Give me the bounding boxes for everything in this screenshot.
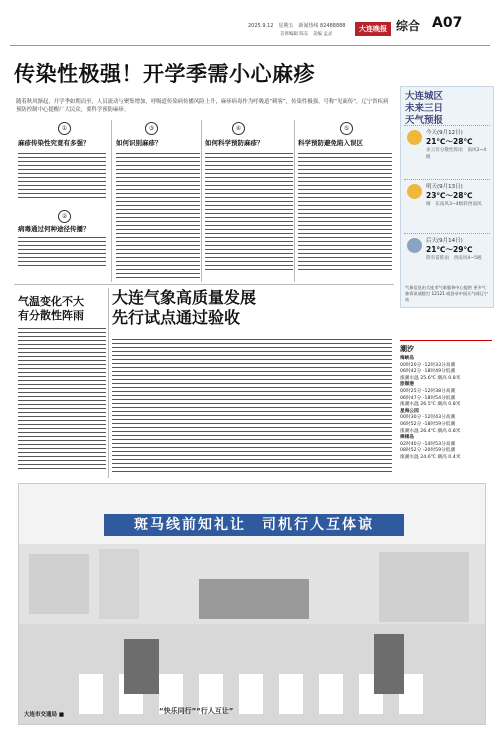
section-number-1: ①: [58, 122, 71, 135]
section-title-2: 病毒通过何种途径传播？: [18, 225, 90, 233]
tide-line: 旅顺港: [400, 382, 415, 388]
tide-line: 涨潮水温 26.5℃ 潮高 0.8米: [400, 402, 461, 408]
tide-line: 棒棰岛: [400, 435, 415, 441]
page-number: A07: [432, 15, 463, 31]
weather-cond: 晴 东南风3~4级转西南风: [426, 202, 482, 207]
date-line: 2025.9.12 星期五 新闻热线 82488888: [248, 23, 346, 29]
tide-line: 00时30分 -12时43分高潮: [400, 415, 456, 421]
tide-line: 06时42分 -18时49分低潮: [400, 369, 456, 375]
section-divider: [14, 284, 394, 285]
weather-temp: 21℃～29℃: [426, 245, 473, 254]
tide-line: 涨潮水温 24.6℃ 潮高 0.4米: [400, 454, 461, 460]
lede-paragraph: 随着秋风渐起，开学季如期而至，人员流动与聚集增加，呼吸道传染病传播风险上升，麻疹病毒作为呼吸道“刺客”，传染性极强，号称“见面传”，辽宁省疾病预防控制中心提醒广大民众，要科学预防麻疹。: [16, 99, 389, 113]
section-number-4: ④: [232, 122, 245, 135]
section-title-5: 科学预防避免陷入误区: [298, 139, 363, 147]
weather-title: 大连城区 未来三日 天气预报: [405, 91, 444, 126]
tide-line: 02时40分 -14时53分高潮: [400, 441, 456, 447]
tide-line: 梅峡岛: [400, 356, 415, 361]
weather-day: [404, 233, 490, 289]
header-rule: [10, 45, 490, 46]
body-text-block: [18, 150, 106, 210]
tide-rule: [400, 340, 492, 341]
weather-temp: 21℃～28℃: [426, 137, 473, 146]
weather-day: [404, 125, 490, 181]
weather-cond: 阴有雷阵雨 西南风4~5级: [426, 256, 482, 261]
meteorology-headline: 大连气象高质量发展 先行试点通过验收: [112, 288, 257, 327]
column-divider: [111, 120, 112, 282]
body-text-block: [18, 325, 106, 475]
column-divider: [201, 120, 202, 282]
tide-line: 08时52分 -20时59分低潮: [400, 448, 456, 454]
tide-line: 涨潮水温 25.6℃ 潮高 0.8米: [400, 375, 461, 381]
weather-date: 今天(9月12日): [426, 130, 463, 136]
weather-temp: 23℃～28℃: [426, 191, 473, 200]
tide-line: 06时52分 -18时59分低潮: [400, 421, 456, 427]
editor-line: 首席编辑 陈东 美编 孟灵: [280, 32, 333, 37]
brand-logo: 大连晚报: [355, 22, 391, 36]
body-text-block: [116, 150, 200, 280]
body-text-block: [205, 150, 293, 280]
section-number-3: ③: [145, 122, 158, 135]
section-title-1: 麻疹传染性究竟有多强？: [18, 139, 90, 147]
page-header: [0, 0, 500, 52]
tide-line: 06时47分 -18时54分低潮: [400, 395, 456, 401]
weather-cond: 多云有分散性阵雨 南风3~4级: [426, 148, 487, 160]
section-number-5: ⑤: [340, 122, 353, 135]
poster-banner: 斑马线前知礼让 司机行人互体谅: [104, 514, 404, 536]
tide-line: 00时20分 -12时33分高潮: [400, 362, 456, 368]
main-headline: 传染性极强！开学季需小心麻疹: [14, 62, 315, 86]
weather-date: 后天(9月14日): [426, 238, 463, 244]
weather-date: 明天(9月13日): [426, 184, 463, 190]
tide-line: 星海公园: [400, 408, 419, 414]
tide-line: 涨潮水温 26.4℃ 潮高 0.8米: [400, 428, 461, 434]
weather-forecast-box: [400, 86, 494, 308]
tide-line: 00时25分 -12时38分高潮: [400, 388, 456, 394]
section-name: 综合: [396, 19, 421, 33]
section-title-4: 如何科学预防麻疹？: [205, 139, 264, 147]
tide-title: 潮汐: [400, 345, 414, 353]
poster-byline: 大连市交通局 ■: [24, 712, 65, 718]
sun-icon: [407, 184, 422, 199]
weather-footer: 气象信息由大连市气象服务中心提供 更多气象资讯请拨打 12121 或登录中国天气网辽宁站: [405, 285, 488, 302]
section-title-3: 如何识别麻疹？: [116, 139, 162, 147]
column-divider: [108, 288, 109, 478]
tide-table: [400, 356, 492, 462]
poster-caption: “快乐同行”“行人互让”: [159, 707, 234, 715]
thunderstorm-icon: [407, 238, 422, 253]
weather-article-headline: 气温变化不大 有分散性阵雨: [18, 295, 84, 322]
traffic-safety-poster: [18, 483, 486, 725]
column-divider: [294, 120, 295, 282]
body-text-block: [298, 150, 392, 280]
body-text-block: [112, 336, 392, 476]
body-text-block: [18, 234, 106, 284]
weather-day: [404, 179, 490, 235]
section-number-2: ②: [58, 210, 71, 223]
sun-cloud-icon: [407, 130, 422, 145]
